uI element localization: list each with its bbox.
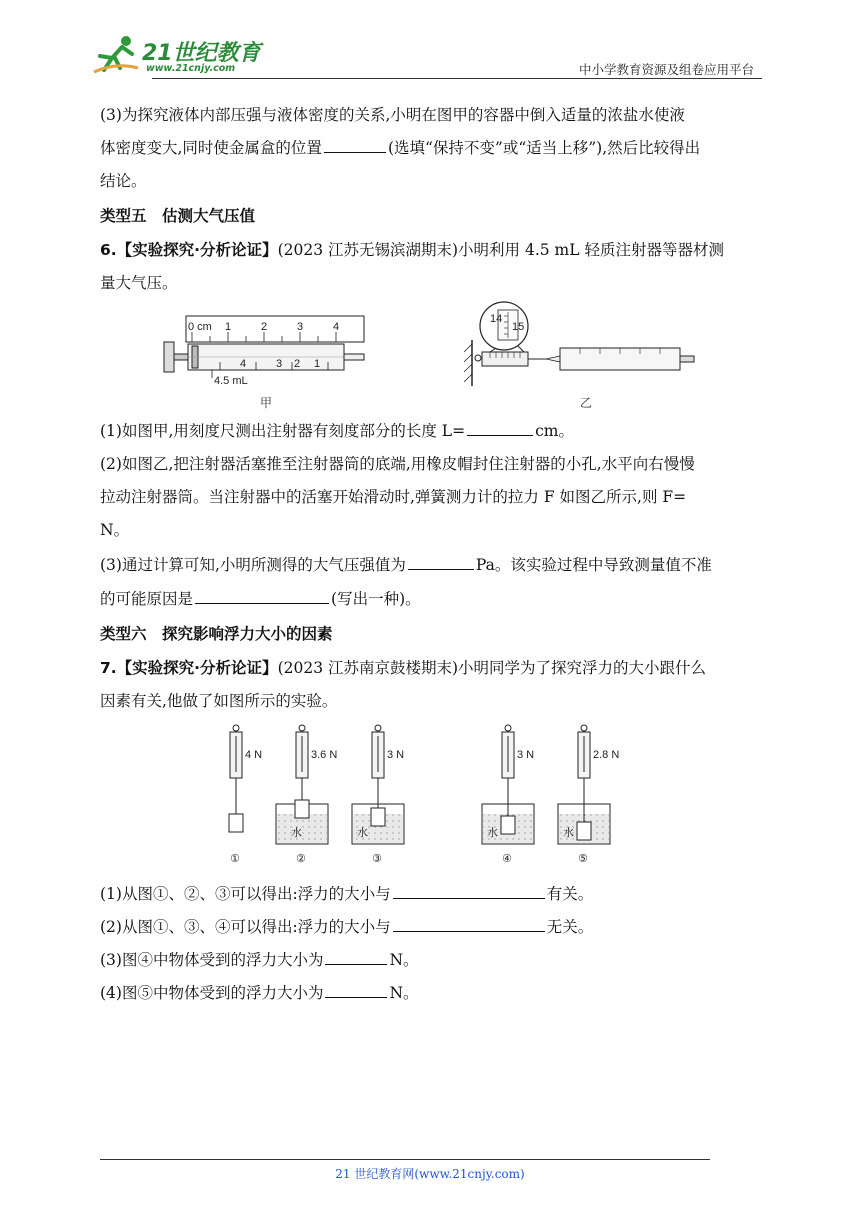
figure-label: ② (296, 853, 306, 865)
header (92, 30, 762, 80)
spring-scale-3 (352, 725, 404, 865)
q7-p1: (1)从图①、②、③可以得出:浮力的大小与 有关。 (100, 885, 594, 903)
syringe-volume-label: 4.5 mL (214, 375, 248, 387)
figure-label: ④ (502, 853, 512, 865)
q6-p3-line1: (3)通过计算可知,小明所测得的大气压强值为 Pa。该实验过程中导致测量值不准 (100, 556, 712, 574)
logo-icon (92, 34, 140, 74)
figure-caption-yi: 乙 (580, 396, 593, 410)
q6-line1: 6.【实验探究·分析论证】(2023 江苏无锡滨湖期末)小明利用 4.5 mL 轻质注射器等器材测 (100, 241, 724, 259)
section-heading-type6: 类型六 探究影响浮力大小的因素 (100, 625, 333, 643)
water-label: 水 (357, 827, 368, 839)
q6-p3-line2: 的可能原因是 (写出一种)。 (100, 590, 421, 608)
scale-reading: 4 N (245, 749, 263, 761)
q7-p2: (2)从图①、③、④可以得出:浮力的大小与 无关。 (100, 918, 594, 936)
answer-blank[interactable] (393, 884, 545, 899)
section-heading-type5: 类型五 估测大气压值 (100, 207, 256, 225)
q5-3-line1: (3)为探究液体内部压强与液体密度的关系,小明在图甲的容器中倒入适量的浓盐水使液 (100, 106, 685, 124)
figure-label: ① (230, 853, 240, 865)
ruler-label: 1 (225, 321, 232, 333)
figure-label: ③ (372, 853, 382, 865)
scale-reading: 3.6 N (311, 749, 338, 761)
q6-p2-line3: N。 (100, 521, 130, 539)
scale-reading: 3 N (387, 749, 405, 761)
q7-p3: (3)图④中物体受到的浮力大小为 N。 (100, 951, 419, 969)
logo-url: www.21cnjy.com (146, 63, 236, 74)
water-label: 水 (487, 827, 498, 839)
q6-p1: (1)如图甲,用刻度尺测出注射器有刻度部分的长度 L= cm。 (100, 422, 574, 440)
answer-blank[interactable] (408, 555, 474, 570)
q6-p2-line2: 拉动注射器筒。当注射器中的活塞开始滑动时,弹簧测力计的拉力 F 如图乙所示,则 F= (100, 488, 687, 506)
scale-label: 14 (490, 313, 503, 325)
logo-text: 21世纪教育 (142, 41, 261, 66)
answer-blank[interactable] (195, 589, 329, 604)
figure-buoyancy-experiments (210, 722, 650, 872)
answer-blank[interactable] (325, 983, 387, 998)
header-rule (152, 78, 762, 79)
syringe-label: 2 (294, 358, 301, 370)
figure-yi-spring-scale-syringe (460, 300, 700, 392)
syringe-label: 4 (240, 358, 247, 370)
answer-blank[interactable] (393, 917, 545, 932)
ruler-label: 2 (261, 321, 268, 333)
q7-line2: 因素有关,他做了如图所示的实验。 (100, 692, 338, 710)
q7-p4: (4)图⑤中物体受到的浮力大小为 N。 (100, 984, 419, 1002)
scale-label: 15 (512, 321, 525, 333)
water-label: 水 (563, 827, 574, 839)
water-label: 水 (291, 827, 302, 839)
ruler-label: 3 (297, 321, 304, 333)
answer-blank[interactable] (467, 421, 533, 436)
footer-rule (100, 1159, 710, 1160)
footer-link[interactable]: 21 世纪教育网(www.21cnjy.com) (335, 1167, 525, 1181)
ruler-label: 4 (333, 321, 340, 333)
answer-blank[interactable] (324, 138, 386, 153)
answer-blank[interactable] (325, 950, 387, 965)
spring-scale-2 (276, 725, 337, 865)
syringe-label: 3 (276, 358, 283, 370)
q5-3-line3: 结论。 (100, 172, 147, 190)
scale-reading: 3 N (517, 749, 535, 761)
figure-jia-syringe-ruler (160, 312, 370, 400)
spring-scale-4 (482, 725, 534, 865)
header-right-text: 中小学教育资源及组卷应用平台 (578, 62, 754, 77)
spring-scale-5 (558, 725, 619, 865)
q5-3-line2: 体密度变大,同时使金属盒的位置 (选填“保持不变”或“适当上移”),然后比较得出 (100, 139, 701, 157)
figure-label: ⑤ (578, 853, 588, 865)
scale-reading: 2.8 N (593, 749, 620, 761)
figure-caption-jia: 甲 (260, 396, 273, 410)
q6-line2: 量大气压。 (100, 274, 178, 292)
q6-p2-line1: (2)如图乙,把注射器活塞推至注射器筒的底端,用橡皮帽封住注射器的小孔,水平向右慢慢 (100, 455, 695, 473)
q7-line1: 7.【实验探究·分析论证】(2023 江苏南京鼓楼期末)小明同学为了探究浮力的大小跟什么 (100, 659, 707, 677)
spring-scale-1 (229, 725, 262, 865)
syringe-label: 1 (314, 358, 321, 370)
ruler-label: 0 cm (188, 321, 212, 333)
